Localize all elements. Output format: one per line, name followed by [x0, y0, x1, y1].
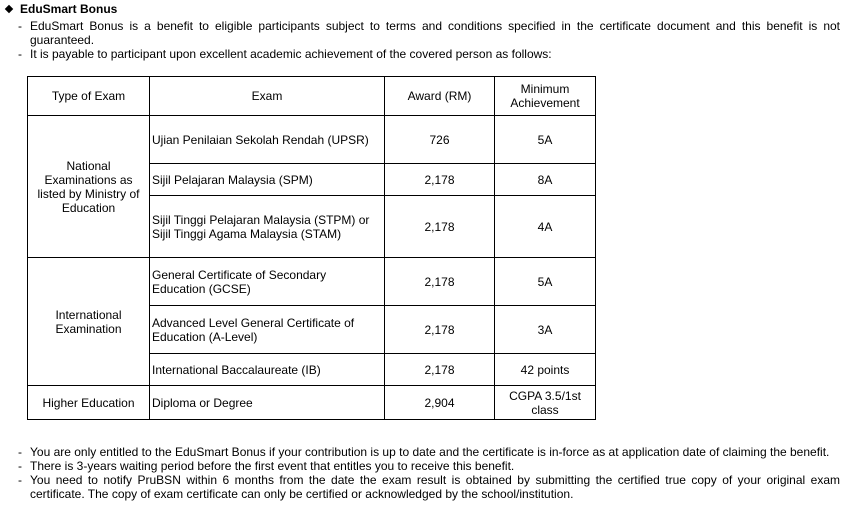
exam-cell: Sijil Pelajaran Malaysia (SPM): [150, 164, 385, 196]
exam-cell: Diploma or Degree: [150, 386, 385, 420]
diamond-bullet-icon: [5, 5, 13, 13]
dash-bullet: -: [18, 47, 22, 61]
min-achievement-cell: 3A: [495, 306, 596, 354]
note-item: [18, 459, 840, 473]
exam-cell: Ujian Penilaian Sekolah Rendah (UPSR): [150, 116, 385, 164]
intro-list: [18, 19, 840, 61]
award-cell: 2,178: [385, 354, 495, 386]
award-cell: 2,178: [385, 164, 495, 196]
dash-bullet: -: [18, 473, 22, 487]
award-cell: 2,904: [385, 386, 495, 420]
table-row: [28, 116, 596, 164]
award-cell: 726: [385, 116, 495, 164]
dash-bullet: -: [18, 459, 22, 473]
type-cell-national: National Examinations as listed by Ministry of Education: [28, 116, 150, 258]
award-cell: 2,178: [385, 196, 495, 258]
edusmart-bonus-table: [27, 76, 596, 420]
header-award: Award (RM): [385, 77, 495, 116]
table-row: [28, 258, 596, 306]
min-achievement-cell: 4A: [495, 196, 596, 258]
note-text: You need to notify PruBSN within 6 months from the date the exam result is obtained by submitting the certified true copy of your original exam certificate. The copy of exam certificate can only be certified or acknowledged by the school/institution.: [30, 473, 840, 501]
award-cell: 2,178: [385, 258, 495, 306]
section-heading: [4, 2, 117, 16]
min-achievement-cell: 5A: [495, 258, 596, 306]
note-text: You are only entitled to the EduSmart Bonus if your contribution is up to date and the certificate is in-force as at application date of claiming the benefit.: [30, 445, 830, 459]
header-exam: Exam: [150, 77, 385, 116]
type-cell-international: International Examination: [28, 258, 150, 386]
min-achievement-cell: 5A: [495, 116, 596, 164]
exam-cell: Advanced Level General Certificate of Education (A-Level): [150, 306, 385, 354]
header-type-of-exam: Type of Exam: [28, 77, 150, 116]
exam-cell: Sijil Tinggi Pelajaran Malaysia (STPM) or Sijil Tinggi Agama Malaysia (STAM): [150, 196, 385, 258]
note-text: There is 3-years waiting period before the first event that entitles you to receive this benefit.: [30, 459, 515, 473]
table-header-row: [28, 77, 596, 116]
min-achievement-cell: 8A: [495, 164, 596, 196]
section-title: EduSmart Bonus: [20, 2, 118, 16]
notes-list: [18, 445, 840, 501]
min-achievement-cell: 42 points: [495, 354, 596, 386]
dash-bullet: -: [18, 19, 22, 33]
dash-bullet: -: [18, 445, 22, 459]
exam-cell: General Certificate of Secondary Education (GCSE): [150, 258, 385, 306]
note-item: [18, 473, 840, 501]
table-row: [28, 386, 596, 420]
intro-item: [18, 19, 840, 47]
intro-item: [18, 47, 840, 61]
type-cell-higher-education: Higher Education: [28, 386, 150, 420]
award-cell: 2,178: [385, 306, 495, 354]
intro-text: It is payable to participant upon excellent academic achievement of the covered person as follows:: [30, 47, 552, 61]
header-minimum-achievement: Minimum Achievement: [495, 77, 596, 116]
min-achievement-cell: CGPA 3.5/1st class: [495, 386, 596, 420]
note-item: [18, 445, 840, 459]
intro-text: EduSmart Bonus is a benefit to eligible participants subject to terms and conditions specified in the certificate document and this benefit is not guaranteed.: [30, 19, 840, 47]
exam-cell: International Baccalaureate (IB): [150, 354, 385, 386]
